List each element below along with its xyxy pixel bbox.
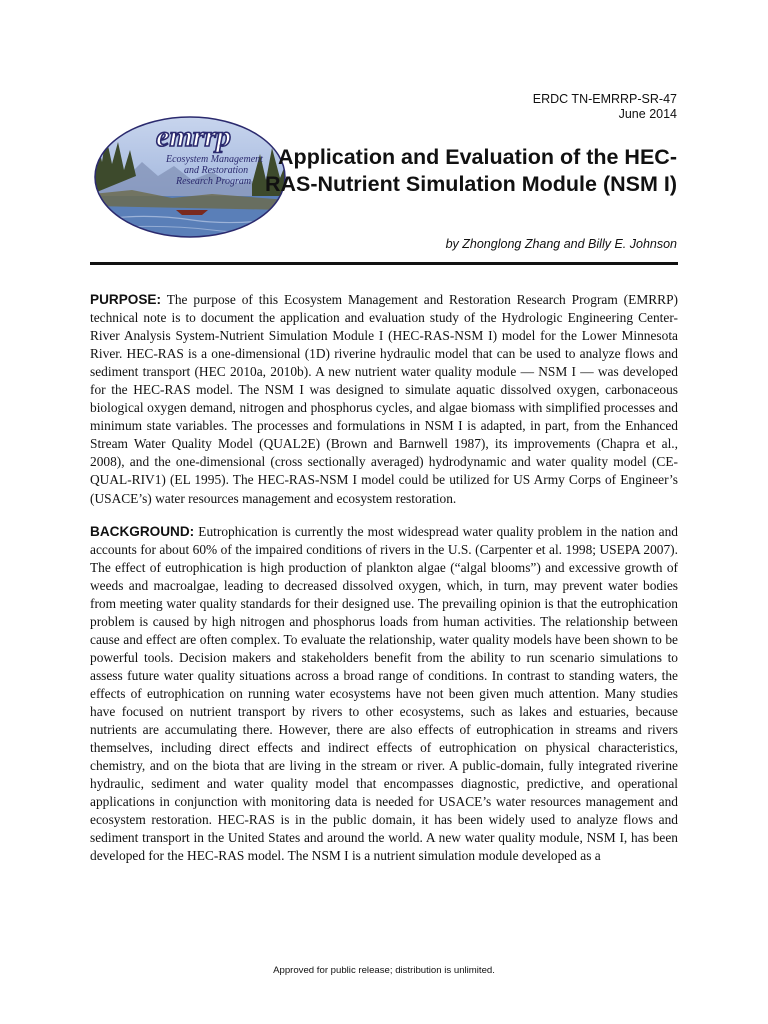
distribution-statement: Approved for public release; distribution is unlimited. bbox=[273, 965, 495, 976]
logo-acronym: emrrp bbox=[156, 120, 231, 153]
document-title: Application and Evaluation of the HEC-RAS-Nutrient Simulation Module (NSM I) bbox=[264, 145, 677, 196]
logo-line-2: and Restoration bbox=[184, 165, 249, 176]
document-body bbox=[90, 291, 678, 880]
report-meta bbox=[533, 92, 677, 122]
purpose-text: The purpose of this Ecosystem Management and Restoration Research Program (EMRRP) technical note is to document the application and evaluation study of the Hydrologic Engineering Center-River Analysis System-Nutrient Simulation Module I (HEC-RAS-NSM I) model for the Lower Minnesota River. HEC-RAS is a one-dimensional (1D) riverine hydraulic model that can be used to analyze flows and sediment transport (HEC 2010a, 2010b). A new nutrient water quality module — NSM I — was developed for the HEC-RAS model. The NSM I was designed to simulate aquatic dissolved oxygen, carbonaceous biological oxygen demand, nitrogen and phosphorus cycles, and algae biomass with simplified processes and minimum state variables. The processes and formulations in NSM I is adapted, in part, from the Enhanced Stream Water Quality Model (QUAL2E) (Brown and Barnwell 1987), its improvements (Chapra et al., 2008), and the one-dimensional (cross sectionally averaged) hydrodynamic and water quality model (CE-QUAL-RIV1) (EL 1995). The HEC-RAS-NSM I model could be utilized for US Army Corps of Engineer’s (USACE’s) water resources management and ecosystem restoration. bbox=[90, 292, 678, 506]
background-paragraph bbox=[90, 523, 678, 866]
document-authors: by Zhonglong Zhang and Billy E. Johnson bbox=[445, 237, 677, 251]
background-label: BACKGROUND: bbox=[90, 523, 195, 539]
report-date: June 2014 bbox=[618, 107, 677, 121]
purpose-label: PURPOSE: bbox=[90, 292, 162, 307]
background-text: Eutrophication is currently the most widespread water quality problem in the nation and accounts for about 60% of the impaired conditions of rivers in the U.S. (Carpenter et al. 1998; USEPA 2007). The effect of eutrophication is high production of plankton algae (“algal blooms”) and excessive growth of weeds and macroalgae, leading to decreased dissolved oxygen, which, in turn, may prevent water bodies from meeting water quality standards for their designed use. The prevailing opinion is that the eutrophication problem is caused by high nitrogen and phosphorus loads from human activities. The relationship between cause and effect are often complex. To evaluate the relationship, water quality models have been shown to be powerful tools. Decision makers and stakeholders benefit from the ability to run scenario simulations to assess future water quality situations across a broad range of conditions. In contrast to standing waters, the effects of eutrophication on running water ecosystems have not been given much attention. Many studies have focused on nutrient transport by rivers to other ecosystems, such as lakes and estuaries, because nutrients are accumulating there. However, there are also effects of eutrophication in streams and rivers themselves, including direct effects and indirect effects of eutrophication on physical characteristics, chemistry, and on the biota that are living in the stream or river. A public-domain, fully integrated riverine hydraulic, sediment and water quality model that encompasses diagnostic, predictive, and operational applications in conjunction with monitoring data is needed for USACE’s water resources management and ecosystem restoration. HEC-RAS is in the public domain, it has been widely used to analyze flows and sediment transport in the United States and around the world. A new water quality module, NSM I, has been developed for the HEC-RAS model. The NSM I is a nutrient simulation module developed as a bbox=[90, 523, 678, 864]
title-divider bbox=[90, 262, 678, 265]
logo-line-1: Ecosystem Management bbox=[166, 154, 263, 165]
report-number: ERDC TN-EMRRP-SR-47 bbox=[532, 92, 677, 106]
logo-line-3: Research Program bbox=[176, 176, 252, 187]
purpose-paragraph bbox=[90, 291, 678, 508]
